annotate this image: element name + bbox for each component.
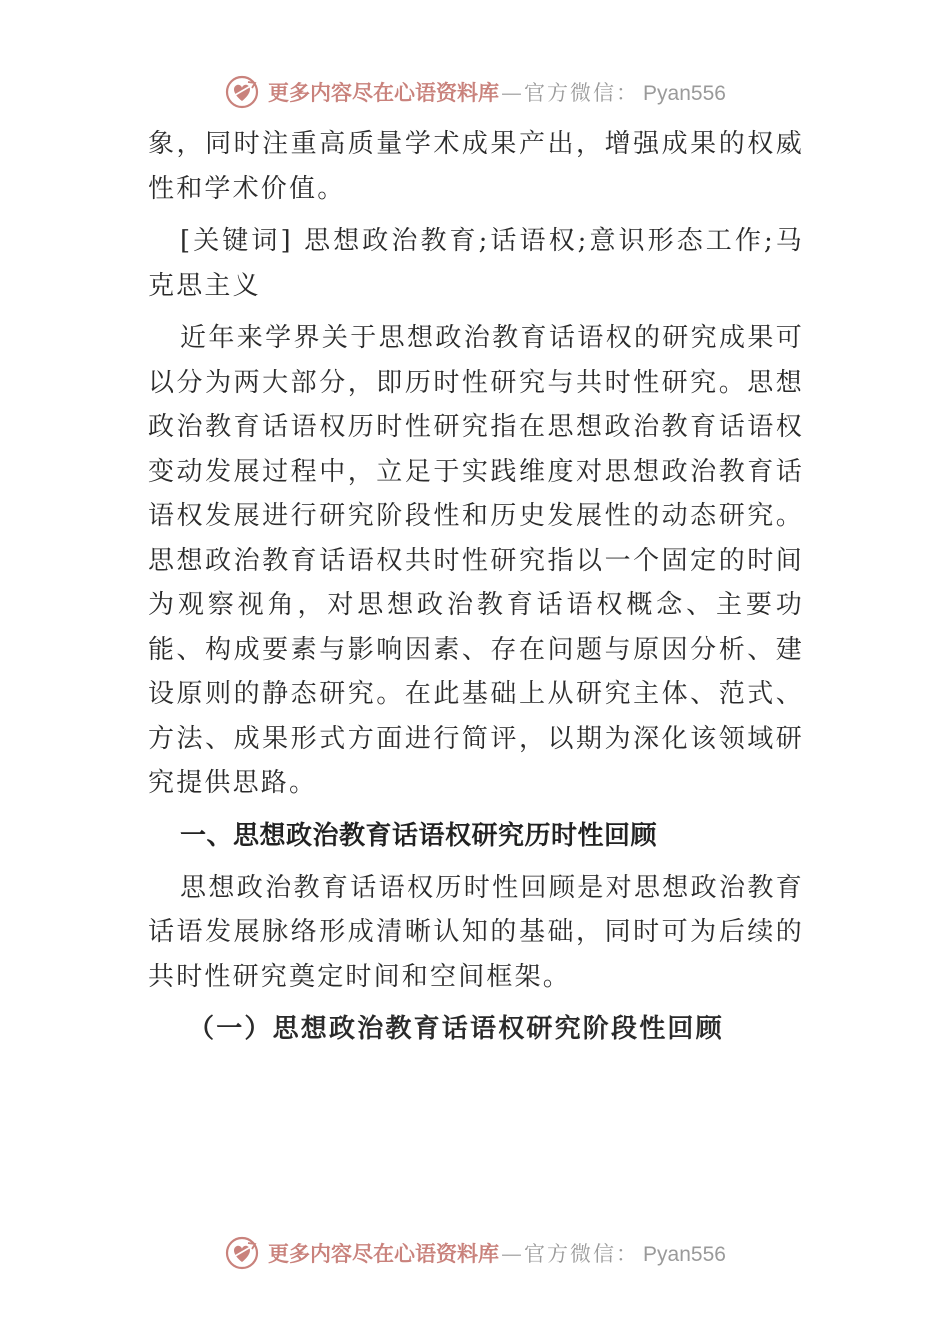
watermark-header (0, 72, 950, 112)
watermark-footer (0, 1233, 950, 1273)
section-paragraph: 思想政治教育话语权历时性回顾是对思想政治教育话语发展脉络形成清晰认知的基础，同时可为后续的共时性研究奠定时间和空间框架。 (148, 872, 804, 992)
watermark-wechat-label: 官方微信： (524, 81, 640, 105)
subsection-heading: （一）思想政治教育话语权研究阶段性回顾 (188, 1014, 724, 1044)
document-body (148, 122, 804, 1051)
watermark-brand: 更多内容尽在心语资料库 (268, 80, 500, 105)
watermark-wechat-label: 官方微信： (524, 1242, 640, 1266)
keywords-paragraph: [关键词] 思想政治教育;话语权;意识形态工作;马克思主义 (148, 226, 804, 301)
watermark-brand: 更多内容尽在心语资料库 (268, 1241, 500, 1266)
intro-paragraph: 近年来学界关于思想政治教育话语权的研究成果可以分为两大部分，即历时性研究与共时性研究。思想政治教育话语权历时性研究指在思想政治教育话语权变动发展过程中，立足于实践维度对思想政治教育话语权发展进行研究阶段性和历史发展性的动态研究。思想政治教育话语权共时性研究指以一个固定的时间为观察视角，对思想政治教育话语权概念、主要功能、构成要素与影响因素、存在问题与原因分析、建设原则的静态研究。在此基础上从研究主体、范式、方法、成果形式方面进行简评，以期为深化该领域研究提供思路。 (148, 323, 804, 798)
paragraph-continuation: 象，同时注重高质量学术成果产出，增强成果的权威性和学术价值。 (148, 129, 804, 204)
watermark-dash: — (501, 1242, 523, 1266)
watermark-wechat-id: Pyan556 (643, 1243, 726, 1266)
heart-logo-icon (224, 74, 260, 110)
section-heading: 一、思想政治教育话语权研究历时性回顾 (180, 820, 658, 851)
watermark-wechat-id: Pyan556 (643, 82, 726, 105)
watermark-dash: — (501, 81, 523, 105)
heart-logo-icon (224, 1235, 260, 1271)
